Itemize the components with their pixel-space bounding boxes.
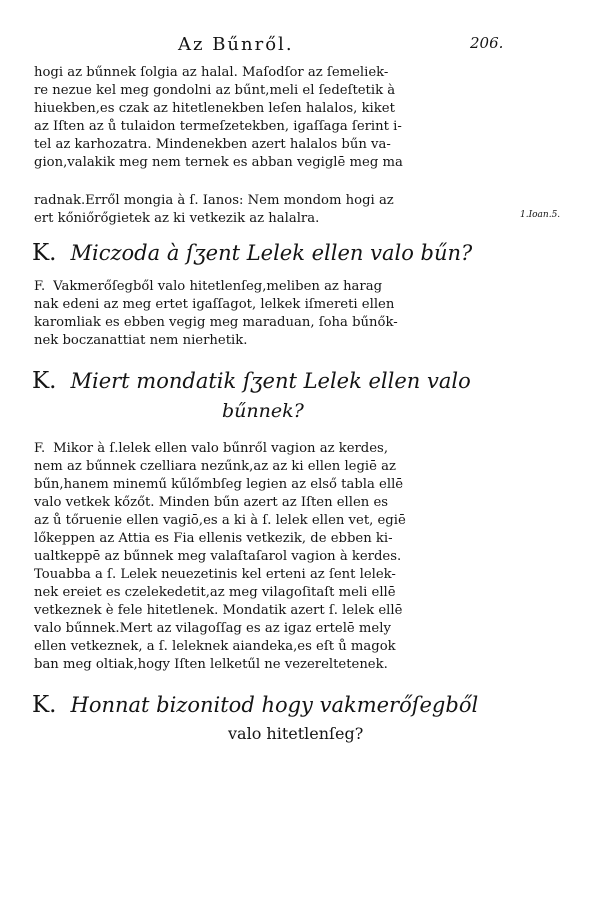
question-marker: K. — [32, 692, 57, 718]
answer-2-line: az ů tőruenie ellen vagiō,es a ki à ſ. lelek ellen vet, egiē — [34, 513, 406, 528]
question-3-continuation: valo hitetlenſeg? — [228, 724, 364, 743]
answer-2-line: nek ereiet es czelekedetit,az meg vilagoſitaſt meli ellē — [34, 585, 396, 600]
page-number: 206. — [470, 34, 504, 52]
answer-2-line: ban meg oltiak,hogy Iſten lelketűl ne vezereltetenek. — [34, 657, 388, 672]
answer-2-line: ualtkeppē az bűnnek meg valaſtaſarol vagion à kerdes. — [34, 549, 402, 564]
answer-1-line: nak edeni az meg ertet igaſſagot, lelkek iſmereti ellen — [34, 297, 395, 312]
answer-2-line: Touabba a ſ. Lelek neuezetinis kel erteni az ſent lelek- — [34, 567, 396, 582]
intro-line: gion,valakik meg nem ternek es abban vegiglē meg ma — [34, 155, 403, 170]
question-2 — [32, 368, 471, 394]
answer-2-line: valo vetkek kőzőt. Minden bűn azert az Iſten ellen es — [34, 495, 389, 510]
intro-line: hiuekben,es czak az hitetlenekben leſen halalos, kiket — [34, 101, 395, 116]
question-3 — [32, 692, 478, 718]
intro-line: radnak.Erről mongia à ſ. Ianos: Nem mondom hogi az — [34, 193, 394, 208]
question-text: Honnat bizonitod hogy vakmerőſegből — [70, 693, 479, 717]
running-head: Az Bűnről. — [178, 34, 294, 55]
question-marker: K. — [32, 368, 57, 394]
answer-1-line: nek boczanattiat nem nierhetik. — [34, 333, 248, 348]
intro-line: re nezue kel meg gondolni az bűnt,meli el ſedeſtetik à — [34, 83, 396, 98]
answer-2-line: F. Mikor à ſ.lelek ellen valo bűnről vagion az kerdes, — [34, 441, 389, 456]
intro-line: tel az karhozatra. Mindenekben azert halalos bűn va- — [34, 137, 391, 152]
question-1 — [32, 240, 472, 266]
answer-marker: F. — [34, 279, 46, 294]
answer-2-line: vetkeznek è fele hitetlenek. Mondatik azert ſ. lelek ellē — [34, 603, 403, 618]
answer-2-line: ellen vetkeznek, a ſ. leleknek aiandeka,es eſt ů magok — [34, 639, 396, 654]
intro-line: hogi az bűnnek ſolgia az halal. Maſodſor az ſemeliek- — [34, 65, 389, 80]
answer-2-line: valo bűnnek.Mert az vilagoſſag es az igaz ertelē mely — [34, 621, 391, 636]
question-2-continuation: bűnnek? — [222, 400, 304, 422]
question-marker: K. — [32, 240, 57, 266]
intro-line: az Iſten az ů tulaidon termeſzetekben, igaſſaga ſerint i- — [34, 119, 402, 134]
answer-2-line: nem az bűnnek czelliara nezűnk,az az ki ellen legiē az — [34, 459, 396, 474]
answer-marker: F. — [34, 441, 46, 456]
answer-1-line: F. Vakmerőſegből valo hitetlenſeg,meliben az harag — [34, 279, 383, 294]
answer-1-line: karomliak es ebben vegig meg maraduan, ſoha bűnők- — [34, 315, 398, 330]
answer-2-line: bűn,hanem minemű kűlőmbſeg legien az első tabla ellē — [34, 477, 404, 492]
intro-line: ert kőniőrőgietek az ki vetkezik az halalra. — [34, 211, 320, 226]
margin-reference: 1.Ioan.5. — [520, 210, 561, 220]
question-text: Miert mondatik ſʒent Lelek ellen valo — [70, 369, 471, 393]
answer-2-line: lőkeppen az Attia es Fia ellenis vetkezik, de ebben ki- — [34, 531, 393, 546]
question-text: Miczoda à ſʒent Lelek ellen valo bűn? — [70, 241, 473, 265]
